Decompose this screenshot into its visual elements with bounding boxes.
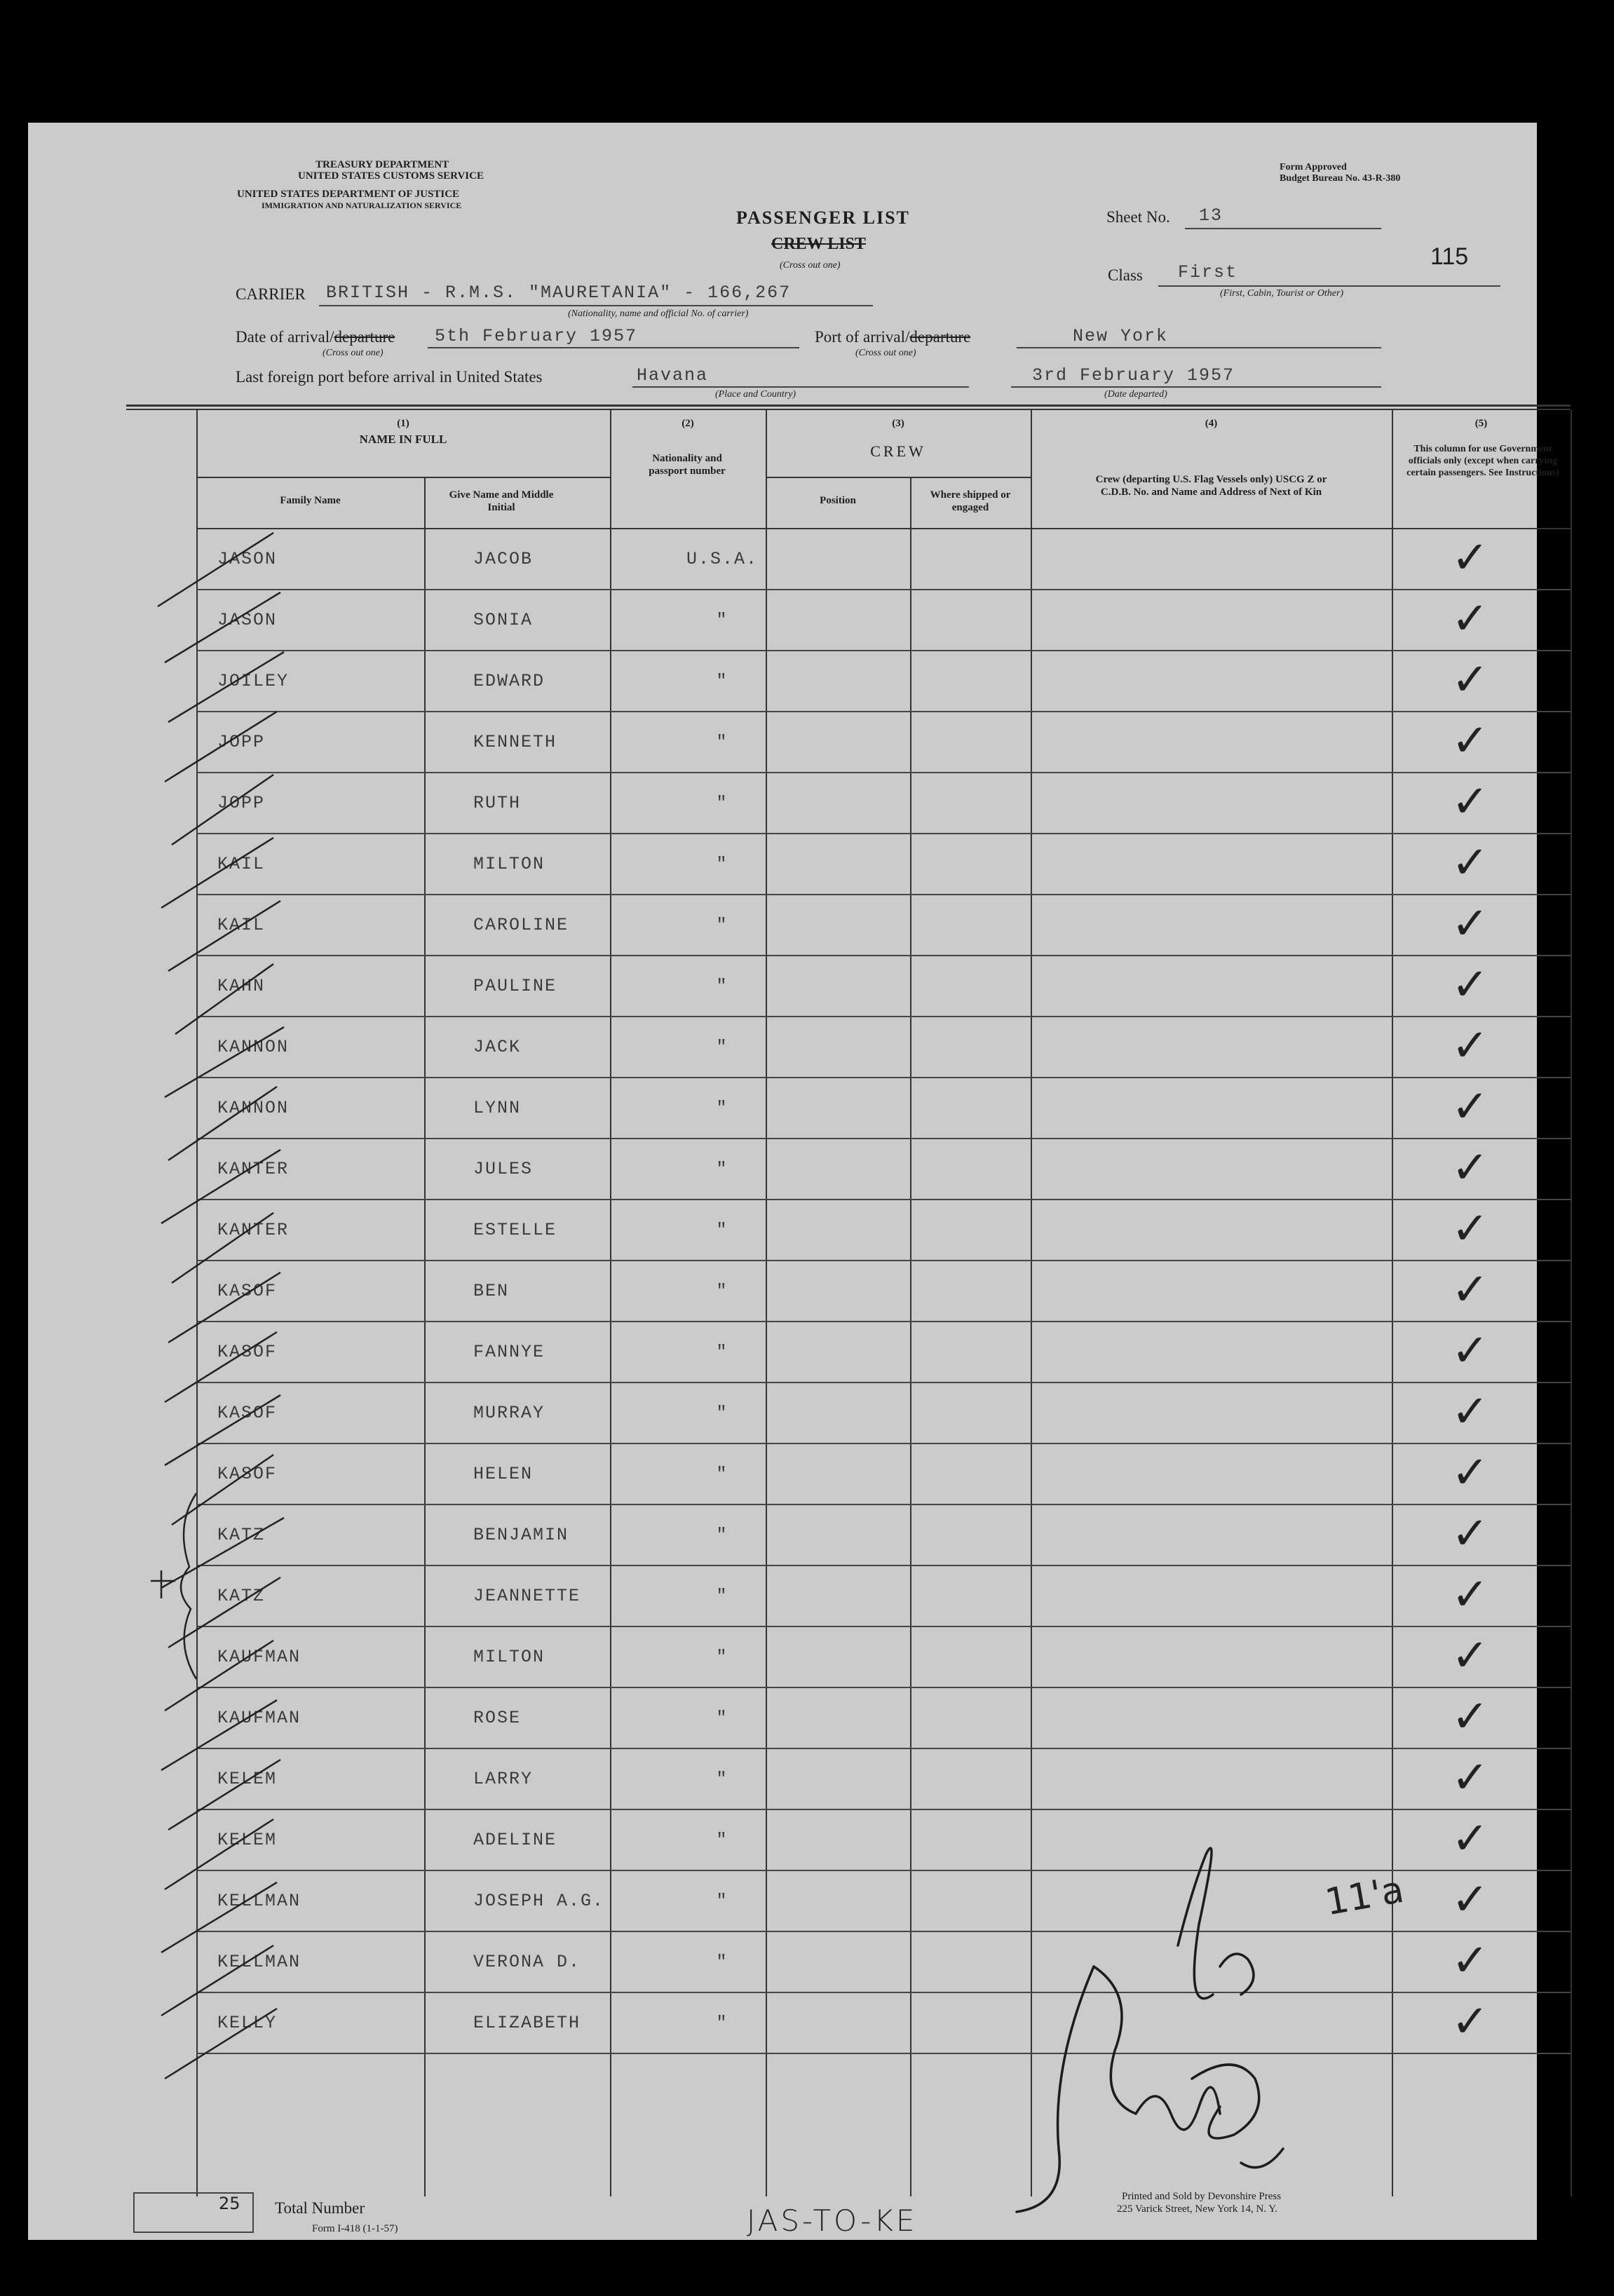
family-name: KELLMAN	[217, 1891, 301, 1911]
nationality: "	[716, 610, 728, 630]
form-number: Form I-418 (1-1-57)	[312, 2223, 398, 2234]
table-row	[196, 1016, 1571, 1076]
family-name: JOILEY	[217, 671, 290, 691]
check-mark-icon: ✓	[1451, 1752, 1489, 1804]
table-row	[196, 894, 1571, 954]
check-mark-icon: ✓	[1451, 898, 1489, 950]
subheader-rule-crew	[766, 477, 1031, 478]
sheet-underline	[1185, 228, 1381, 229]
nationality: "	[716, 1525, 728, 1545]
check-mark-icon: ✓	[1451, 593, 1489, 645]
printer-line-2: 225 Varick Street, New York 14, N. Y.	[1117, 2203, 1277, 2215]
table-row	[196, 1626, 1571, 1686]
nationality: "	[716, 2013, 728, 2033]
nationality: "	[716, 1830, 728, 1850]
family-name: KASOF	[217, 1281, 278, 1301]
title-passenger-list: PASSENGER LIST	[736, 208, 910, 228]
check-mark-icon: ✓	[1451, 715, 1489, 767]
title-cross-out-hint: (Cross out one)	[780, 260, 841, 271]
arrival-value: 5th February 1957	[435, 326, 638, 346]
table-row	[196, 711, 1571, 771]
family-name: KAIL	[217, 915, 266, 935]
given-name: JACK	[473, 1037, 522, 1057]
family-name: JOPP	[217, 732, 266, 752]
col4-title: Crew (departing U.S. Flag Vessels only) USCG Z or C.D.B. No. and Name and Address of Next of Kin	[1095, 474, 1327, 498]
check-mark-icon: ✓	[1451, 1203, 1489, 1255]
given-name: LYNN	[473, 1098, 522, 1118]
given-name: CAROLINE	[473, 915, 569, 935]
last-port-value: Havana	[637, 365, 709, 386]
sheet-label: Sheet No.	[1106, 208, 1170, 226]
family-name: KAUFMAN	[217, 1708, 301, 1728]
table-row	[196, 955, 1571, 1015]
arrival-label-departure: departure	[334, 328, 395, 346]
port-label-text: Port of arrival/	[815, 328, 910, 346]
table-row	[196, 1260, 1571, 1320]
arrival-label	[236, 328, 395, 346]
agency-line-1: TREASURY DEPARTMENT	[316, 159, 449, 170]
col3-position: Position	[820, 495, 856, 506]
inspector-signature	[1010, 1784, 1304, 2219]
family-name: KASOF	[217, 1464, 278, 1484]
check-mark-icon: ✓	[1451, 1508, 1489, 1560]
arrival-label-text: Date of arrival/	[236, 328, 334, 346]
check-mark-icon: ✓	[1451, 959, 1489, 1011]
check-mark-icon: ✓	[1451, 1020, 1489, 1072]
col1-given: Give Name and Middle Initial	[449, 489, 554, 513]
nationality: "	[716, 976, 728, 996]
nationality: "	[716, 1281, 728, 1301]
total-label: Total Number	[275, 2199, 365, 2217]
check-mark-icon: ✓	[1451, 532, 1489, 584]
class-value: First	[1178, 262, 1238, 283]
given-name: BEN	[473, 1281, 510, 1301]
nationality: "	[716, 1220, 728, 1240]
given-name: SONIA	[473, 610, 534, 630]
nationality: "	[716, 1647, 728, 1667]
table-row	[196, 1504, 1571, 1564]
check-mark-icon: ✓	[1451, 837, 1489, 889]
port-hint: (Cross out one)	[855, 348, 916, 358]
col5-title: This column for use Government officials only (except when carrying certain passengers. See Instructions)	[1406, 444, 1559, 478]
row-rule	[196, 2053, 1571, 2054]
nationality: "	[716, 732, 728, 752]
check-mark-icon: ✓	[1451, 1813, 1489, 1865]
table-row	[196, 1199, 1571, 1259]
col3-number: (3)	[892, 418, 904, 429]
handwritten-code: JAS-TO-KE	[747, 2203, 918, 2238]
inspector-note: 11'a	[1322, 1868, 1407, 1924]
table-row	[196, 833, 1571, 893]
family-name: KATZ	[217, 1525, 266, 1545]
carrier-underline	[319, 305, 873, 306]
family-name: JASON	[217, 549, 278, 569]
family-name: KELEM	[217, 1830, 278, 1850]
table-row	[196, 1992, 1571, 2052]
check-mark-icon: ✓	[1451, 1081, 1489, 1133]
class-hint: (First, Cabin, Tourist or Other)	[1220, 288, 1344, 299]
given-name: EDWARD	[473, 671, 545, 691]
family-name: KANNON	[217, 1098, 290, 1118]
agency-line-3: UNITED STATES DEPARTMENT OF JUSTICE	[237, 189, 460, 200]
total-value: 25	[219, 2194, 240, 2213]
departed-value: 3rd February 1957	[1032, 365, 1235, 386]
check-mark-icon: ✓	[1451, 1325, 1489, 1377]
nationality: "	[716, 1708, 728, 1728]
table-row	[196, 528, 1571, 588]
col2-number: (2)	[681, 418, 694, 429]
nationality: "	[716, 854, 728, 874]
class-label: Class	[1108, 266, 1143, 284]
table-row	[196, 1687, 1571, 1747]
table-row	[196, 1748, 1571, 1808]
table-row	[196, 1565, 1571, 1625]
port-label-departure: departure	[909, 328, 971, 346]
table-row	[196, 1382, 1571, 1442]
arrival-hint: (Cross out one)	[323, 348, 384, 358]
check-mark-icon: ✓	[1451, 1142, 1489, 1194]
check-mark-icon: ✓	[1451, 1935, 1489, 1987]
check-mark-icon: ✓	[1451, 1264, 1489, 1316]
nationality: "	[716, 1403, 728, 1423]
last-port-label: Last foreign port before arrival in United States	[236, 368, 543, 386]
check-mark-icon: ✓	[1451, 1691, 1489, 1743]
given-name: KENNETH	[473, 732, 557, 752]
family-name: KASOF	[217, 1403, 278, 1423]
nationality: "	[716, 1342, 728, 1362]
family-name: KANTER	[217, 1220, 290, 1240]
given-name: MILTON	[473, 1647, 545, 1667]
table-row	[196, 772, 1571, 832]
check-mark-icon: ✓	[1451, 1447, 1489, 1499]
given-name: ESTELLE	[473, 1220, 557, 1240]
printer-line-1: Printed and Sold by Devonshire Press	[1122, 2191, 1282, 2202]
table-row	[196, 650, 1571, 710]
col1-family: Family Name	[280, 495, 341, 506]
last-port-underline	[632, 386, 969, 388]
col3-title: CREW	[870, 442, 926, 460]
nationality: "	[716, 1159, 728, 1179]
check-mark-icon: ✓	[1451, 1569, 1489, 1621]
nationality: "	[716, 1037, 728, 1057]
given-name: ROSE	[473, 1708, 522, 1728]
given-name: HELEN	[473, 1464, 534, 1484]
nationality: "	[716, 1098, 728, 1118]
nationality: "	[716, 1464, 728, 1484]
family-name: KANTER	[217, 1159, 290, 1179]
given-name: BENJAMIN	[473, 1525, 569, 1545]
check-mark-icon: ✓	[1451, 1996, 1489, 2048]
table-row	[196, 1931, 1571, 1991]
family-name: KAHN	[217, 976, 266, 996]
check-mark-icon: ✓	[1451, 776, 1489, 828]
table-row	[196, 1077, 1571, 1137]
nationality: U.S.A.	[686, 549, 758, 569]
last-port-hint: (Place and Country)	[715, 389, 796, 400]
given-name: JULES	[473, 1159, 534, 1179]
table-top-rule-2	[126, 409, 1571, 410]
departed-hint: (Date departed)	[1104, 389, 1167, 400]
family-name: KASOF	[217, 1342, 278, 1362]
table-row	[196, 1809, 1571, 1869]
page-number: 115	[1430, 243, 1469, 270]
table-top-rule	[126, 405, 1571, 407]
nationality: "	[716, 1952, 728, 1972]
carrier-hint: (Nationality, name and official No. of carrier)	[568, 308, 749, 319]
port-underline	[1017, 347, 1381, 348]
table-row	[196, 1321, 1571, 1381]
given-name: MURRAY	[473, 1403, 545, 1423]
nationality: "	[716, 671, 728, 691]
given-name: JACOB	[473, 549, 534, 569]
family-name: KAIL	[217, 854, 266, 874]
given-name: ADELINE	[473, 1830, 557, 1850]
margin-strokes	[133, 515, 316, 2198]
family-name: KELLY	[217, 2013, 278, 2033]
nationality: "	[716, 793, 728, 813]
given-name: FANNYE	[473, 1342, 545, 1362]
nationality: "	[716, 915, 728, 935]
given-name: VERONA D.	[473, 1952, 581, 1972]
family-name: KELLMAN	[217, 1952, 301, 1972]
family-name: KANNON	[217, 1037, 290, 1057]
subheader-rule-name	[196, 477, 610, 478]
port-label	[815, 328, 970, 346]
nationality: "	[716, 1769, 728, 1789]
given-name: PAULINE	[473, 976, 557, 996]
table-row	[196, 1443, 1571, 1503]
carrier-label: CARRIER	[236, 285, 306, 303]
col3-where: Where shipped or engaged	[930, 489, 1011, 513]
check-mark-icon: ✓	[1451, 654, 1489, 706]
check-mark-icon: ✓	[1451, 1874, 1489, 1926]
given-name: RUTH	[473, 793, 522, 813]
given-name: JEANNETTE	[473, 1586, 581, 1606]
family-name: KELEM	[217, 1769, 278, 1789]
carrier-value: BRITISH - R.M.S. "MAURETANIA" - 166,267	[326, 283, 792, 303]
family-name: KAUFMAN	[217, 1647, 301, 1667]
family-name: JOPP	[217, 793, 266, 813]
col5-number: (5)	[1474, 418, 1488, 429]
col-right-border	[1571, 410, 1572, 2196]
col1-title: NAME IN FULL	[359, 433, 447, 446]
departed-underline	[1011, 386, 1381, 388]
table-row	[196, 589, 1571, 649]
agency-line-2: UNITED STATES CUSTOMS SERVICE	[298, 170, 484, 182]
budget-bureau: Budget Bureau No. 43-R-380	[1280, 173, 1401, 184]
given-name: ELIZABETH	[473, 2013, 581, 2033]
col4-number: (4)	[1205, 418, 1218, 429]
port-value: New York	[1073, 326, 1169, 346]
family-name: JASON	[217, 610, 278, 630]
check-mark-icon: ✓	[1451, 1386, 1489, 1438]
agency-line-4: IMMIGRATION AND NATURALIZATION SERVICE	[262, 201, 462, 210]
check-mark-icon: ✓	[1451, 1630, 1489, 1682]
given-name: JOSEPH A.G.	[473, 1891, 605, 1911]
sheet-value: 13	[1199, 205, 1223, 226]
nationality: "	[716, 1891, 728, 1911]
manifest-page	[28, 123, 1559, 2240]
arrival-underline	[428, 347, 799, 348]
nationality: "	[716, 1586, 728, 1606]
title-crew-list: CREW LIST	[771, 235, 866, 253]
given-name: MILTON	[473, 854, 545, 874]
table-row	[196, 1138, 1571, 1198]
family-name: KATZ	[217, 1586, 266, 1606]
col1-number: (1)	[397, 418, 409, 429]
class-underline	[1158, 285, 1500, 287]
given-name: LARRY	[473, 1769, 534, 1789]
form-approved: Form Approved	[1280, 162, 1347, 172]
col2-title: Nationality and passport number	[649, 453, 726, 477]
